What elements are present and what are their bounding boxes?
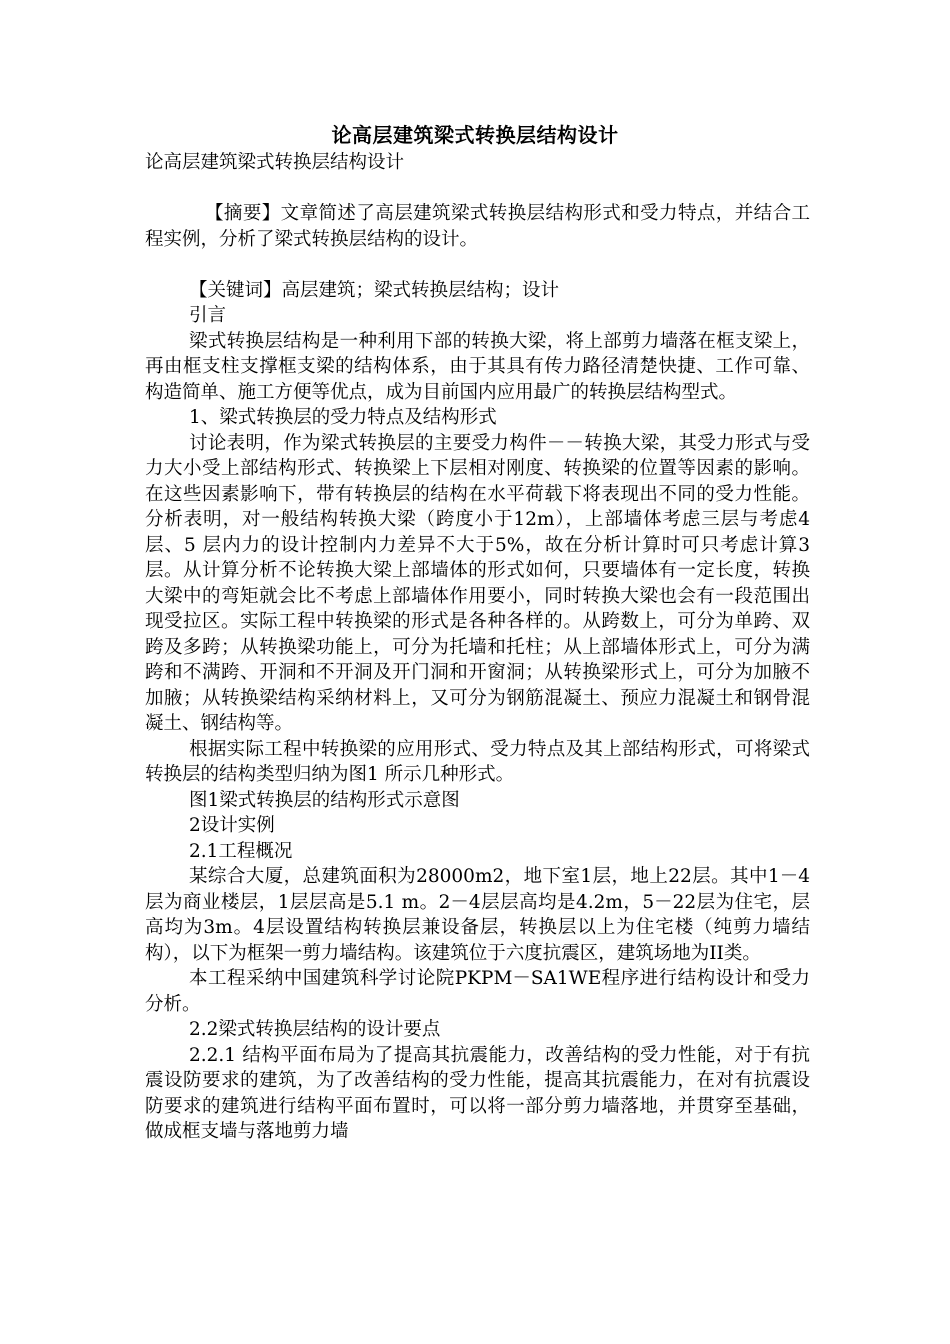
intro-heading: 引言 bbox=[189, 305, 227, 326]
document-subtitle: 论高层建筑梁式转换层结构设计 bbox=[145, 152, 405, 173]
intro-paragraph: 梁式转换层结构是一种利用下部的转换大梁，将上部剪力墙落在框支梁上，再由框支柱支撑框支梁的结构体系，由于其具有传力路径清楚快捷、工作可靠、构造简单、施工方便等优点，成为目前国内应用最广的转换层结构型式。 bbox=[145, 330, 810, 403]
section221-paragraph: 2.2.1 结构平面布局为了提高其抗震能力，改善结构的受力性能，对于有抗震设防要求的建筑，为了改善结构的受力性能，提高其抗震能力，在对有抗震设防要求的建筑进行结构平面布置时，可以将一部分剪力墙落地，并贯穿至基础，做成框支墙与落地剪力墙 bbox=[145, 1044, 810, 1142]
section21-paragraph: 本工程采纳中国建筑科学讨论院PKPM－SA1WE程序进行结构设计和受力分析。 bbox=[145, 968, 810, 1015]
section1-heading: 1、梁式转换层的受力特点及结构形式 bbox=[189, 407, 497, 428]
blank-line bbox=[145, 252, 810, 278]
blank-line bbox=[145, 176, 810, 202]
keywords-paragraph: 【关键词】高层建筑；梁式转换层结构；设计 bbox=[189, 279, 560, 301]
document-body bbox=[145, 150, 810, 1145]
section1-paragraph: 讨论表明，作为梁式转换层的主要受力构件－－转换大梁，其受力形式与受力大小受上部结构形式、转换梁上下层相对刚度、转换梁的位置等因素的影响。在这些因素影响下，带有转换层的结构在水平荷载下将表现出不同的受力性能。分析表明，对一般结构转换大梁（跨度小于12m），上部墙体考虑三层与考虑4 层、5 层内力的设计控制内力差异不大于5%，故在分析计算时可只考虑计算3层。从计算分析不论转换大梁上部墙体的形式如何，只要墙体有一定长度，转换大梁中的弯矩就会比不考虑上部墙体作用要小，同时转换大梁也会有一段范围出现受拉区。实际工程中转换梁的形式是各种各样的。从跨数上，可分为单跨、双跨及多跨；从转换梁功能上，可分为托墙和托柱；从上部墙体形式上，可分为满跨和不满跨、开洞和不开洞及开门洞和开窗洞；从转换梁形式上，可分为加腋不加腋；从转换梁结构采纳材料上，又可分为钢筋混凝土、预应力混凝土和钢骨混凝土、钢结构等。 bbox=[145, 432, 810, 734]
abstract-paragraph: 【摘要】文章简述了高层建筑梁式转换层结构形式和受力特点，并结合工程实例，分析了梁式转换层结构的设计。 bbox=[145, 203, 810, 250]
section22-heading: 2.2梁式转换层结构的设计要点 bbox=[189, 1019, 441, 1040]
section21-heading: 2.1工程概况 bbox=[189, 840, 293, 862]
section2-heading: 2设计实例 bbox=[189, 815, 275, 836]
section21-paragraph: 某综合大厦，总建筑面积为28000m2，地下室1层，地上22层。其中1－4层为商业楼层，1层层高是5.1 m。2－4层层高均是4.2m，5－22层为住宅，层高均为3m。4层设置结构转换层兼设备层，转换层以上为住宅楼（纯剪力墙结构），以下为框架一剪力墙结构。该建筑位于六度抗震区，建筑场地为II类。 bbox=[145, 866, 810, 964]
section1-paragraph: 根据实际工程中转换梁的应用形式、受力特点及其上部结构形式，可将梁式转换层的结构类型归纳为图1 所示几种形式。 bbox=[145, 738, 810, 785]
figure-caption: 图1梁式转换层的结构形式示意图 bbox=[189, 789, 460, 811]
document-title: 论高层建筑梁式转换层结构设计 bbox=[331, 123, 619, 147]
